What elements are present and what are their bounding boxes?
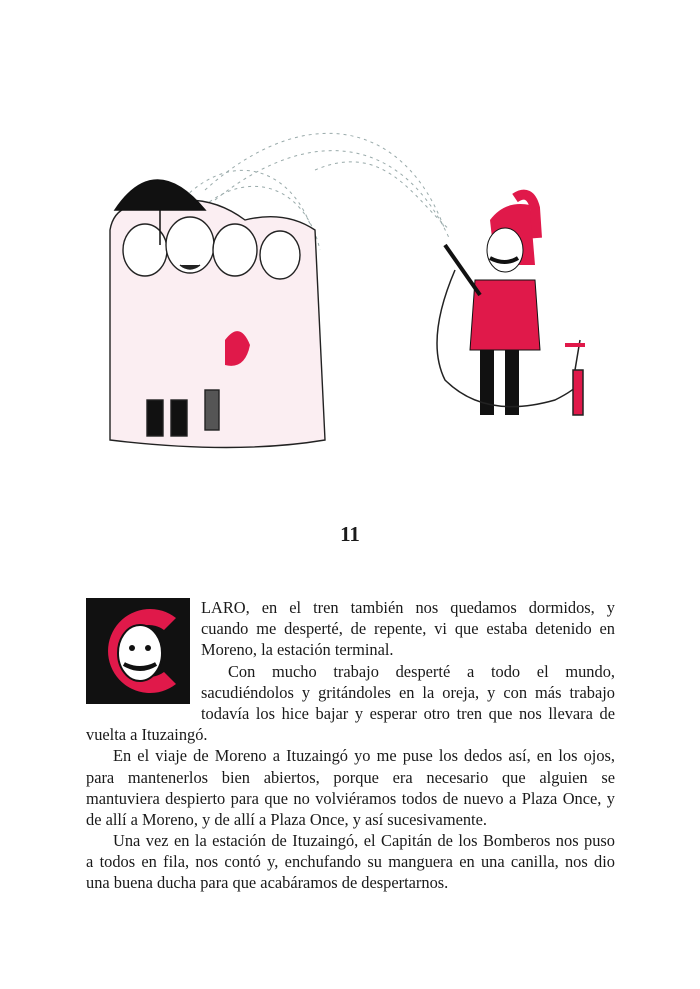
text-line: cuando me desperté, de repente, vi que estaba detenido en xyxy=(201,619,615,639)
text-line: para mantenerlos bien abiertos, porque era necesario que alguien se xyxy=(86,767,615,787)
text-line: mantuviera despierto para que no volviéramos todos de nuevo a Plaza Once, y xyxy=(86,788,615,808)
text-line: de allí a Moreno, y de allí a Plaza Once, y así sucesivamente. xyxy=(86,809,487,829)
firefighter-captain xyxy=(445,195,540,415)
chapter-number: 11 xyxy=(340,522,360,546)
firefighter-shower-illustration xyxy=(85,80,620,500)
wet-crowd xyxy=(110,200,325,448)
text-line: Con mucho trabajo desperté a todo el mundo, xyxy=(228,661,615,681)
text-line: todavía los hice bajar y esperar otro tren que nos llevara de xyxy=(201,703,615,723)
text-line: Moreno, la estación terminal. xyxy=(201,640,394,660)
text-line: Una vez en la estación de Ituzaingó, el Capitán de los Bomberos nos puso xyxy=(113,831,615,851)
text-line: En el viaje de Moreno a Ituzaingó yo me puse los dedos así, en los ojos, xyxy=(113,746,615,766)
text-line: vuelta a Ituzaingó. xyxy=(86,725,208,745)
text-line: una buena ducha para que acabáramos de despertarnos. xyxy=(86,873,449,893)
body-text xyxy=(86,597,615,894)
text-line: a todos en fila, nos contó y, enchufando su manguera en una canilla, nos dio xyxy=(86,852,615,872)
text-line: sacudiéndolos y gritándoles en la oreja, y con más trabajo xyxy=(201,682,615,702)
text-line: LARO, en el tren también nos quedamos dormidos, y xyxy=(201,598,615,617)
